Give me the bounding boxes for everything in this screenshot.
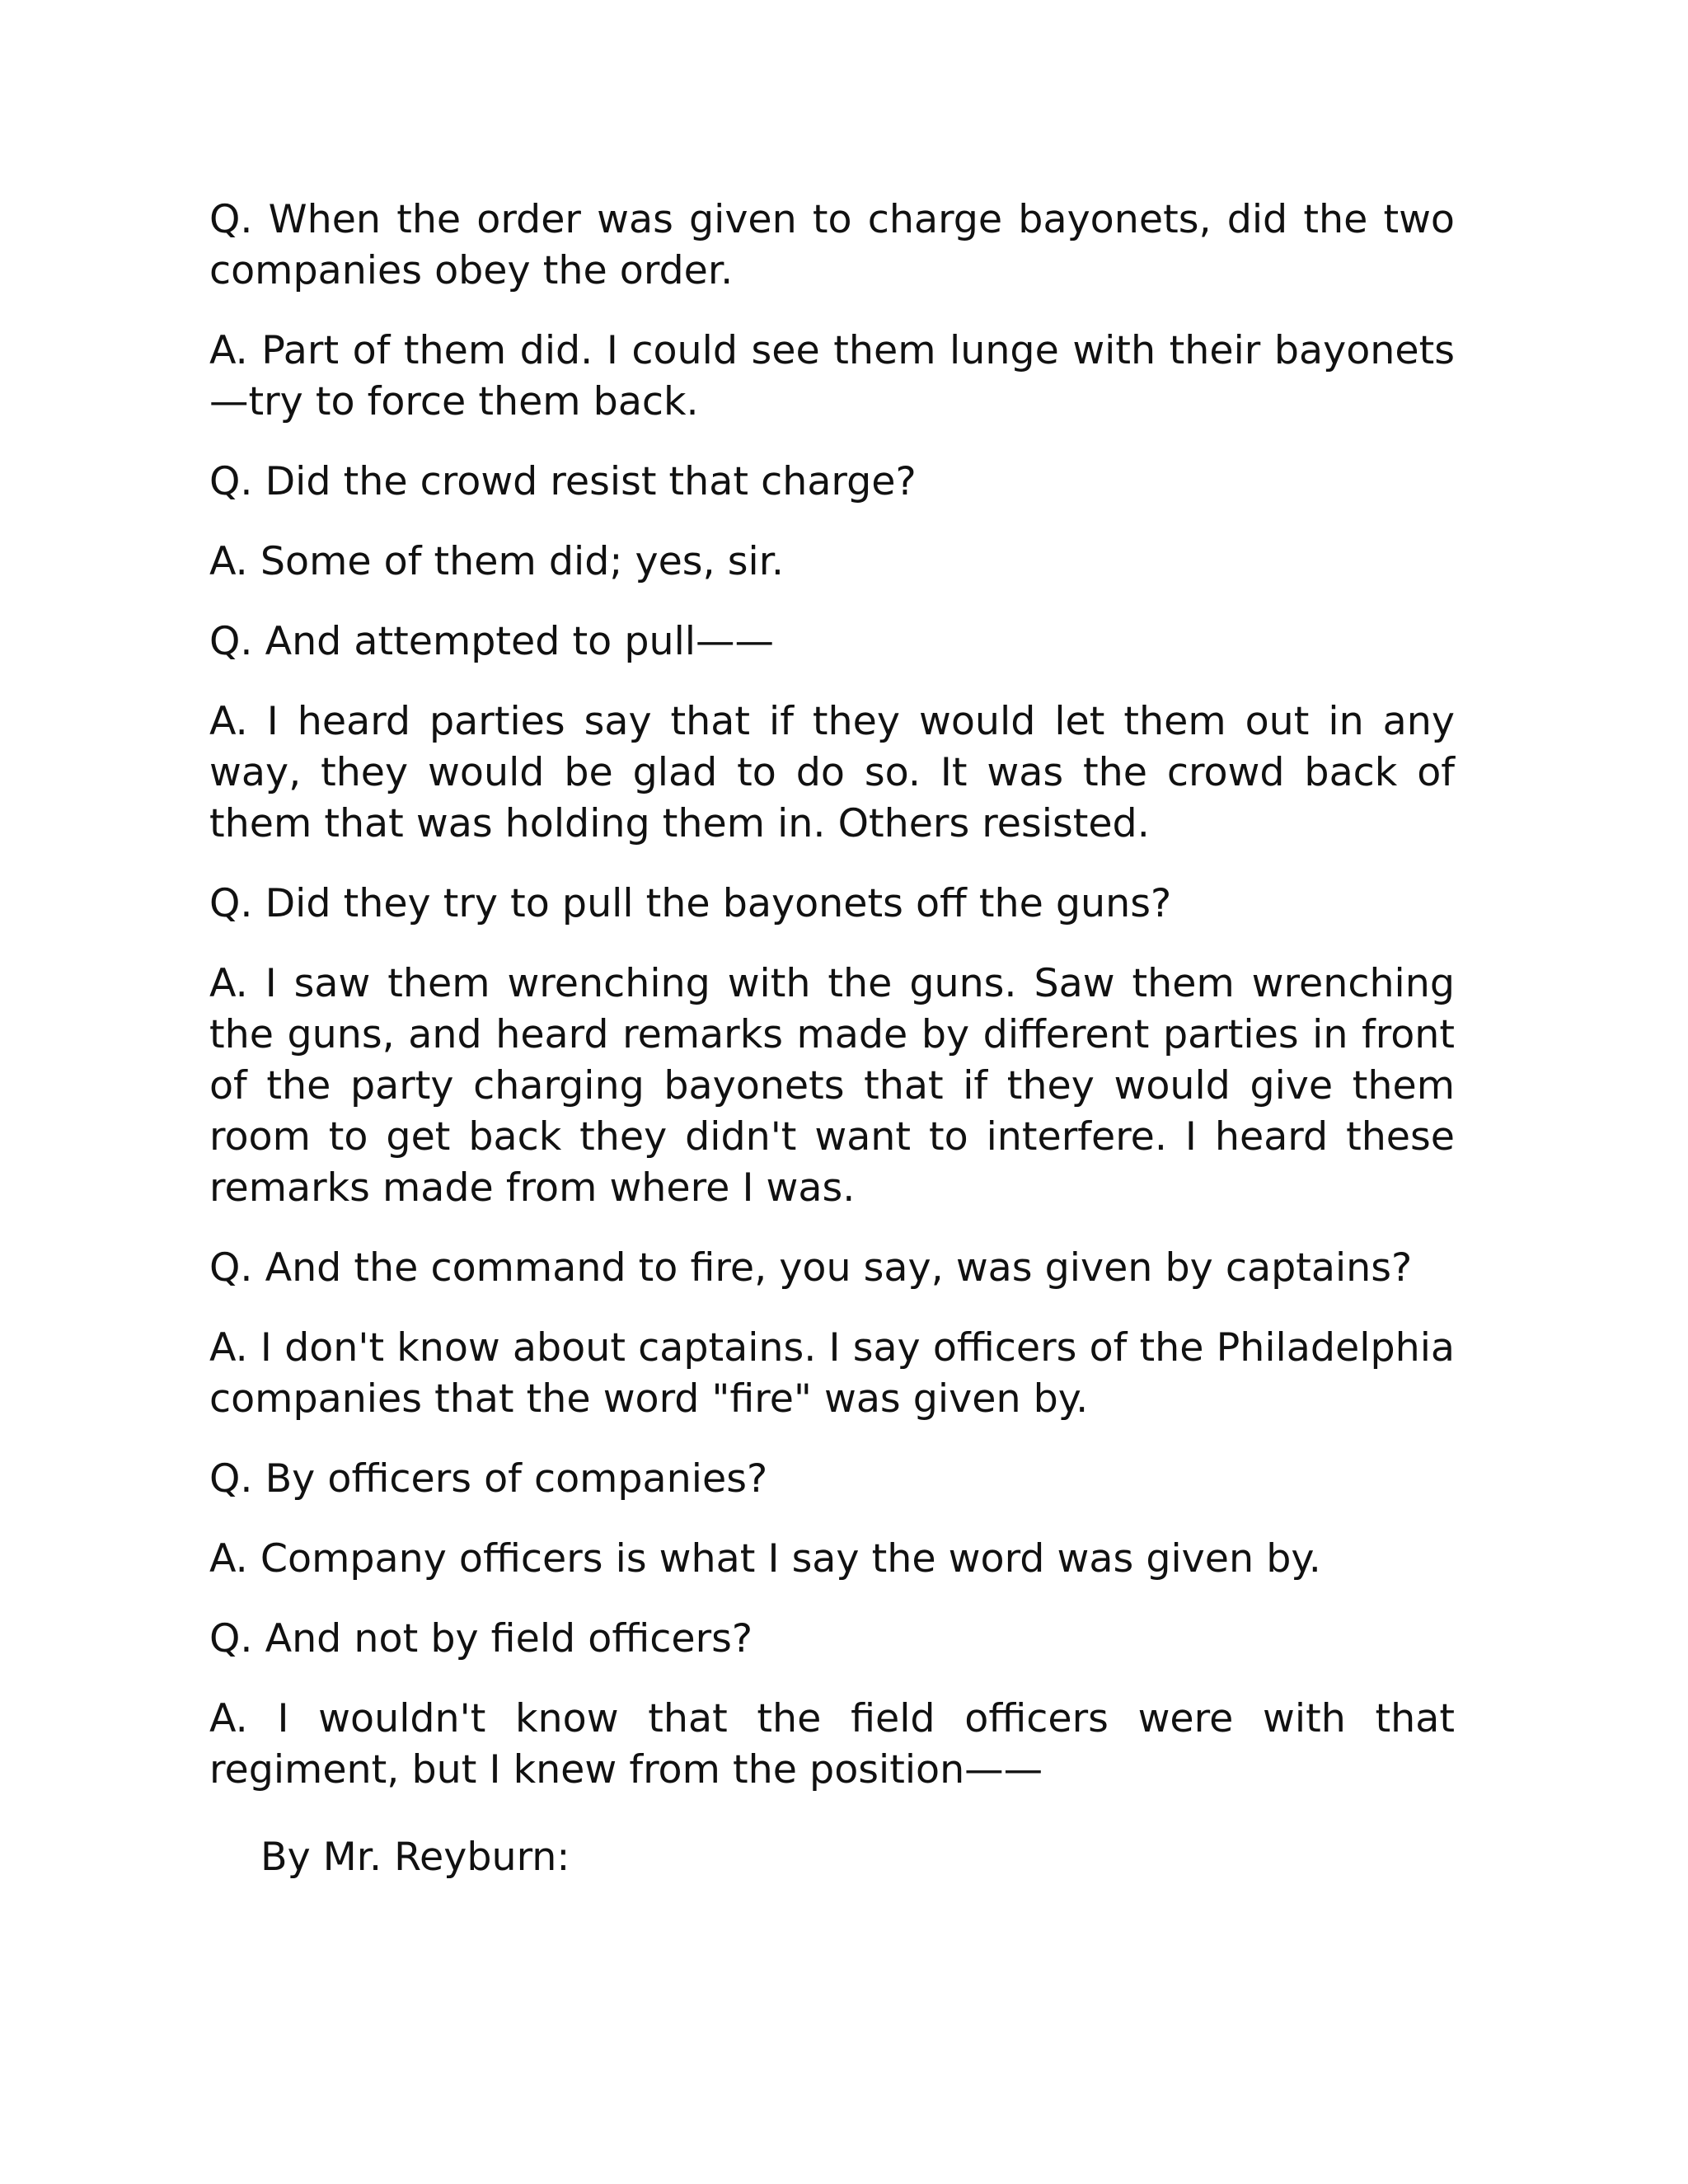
- question-paragraph: Q. And attempted to pull——: [209, 619, 774, 664]
- question-paragraph: Q. And the command to fire, you say, was given by captains?: [209, 1245, 1413, 1291]
- answer-paragraph: A. Part of them did. I could see them lunge with their bayonets—try to force them back.: [209, 328, 1455, 424]
- question-paragraph: Q. And not by field officers?: [209, 1616, 753, 1661]
- question-paragraph: Q. Did the crowd resist that charge?: [209, 459, 917, 504]
- examiner-attribution: By Mr. Reyburn:: [260, 1835, 570, 1880]
- document-page: [209, 194, 1455, 1883]
- answer-paragraph: A. I don't know about captains. I say officers of the Philadelphia companies that the word "fire" was given by.: [209, 1325, 1455, 1422]
- question-paragraph: Q. When the order was given to charge bayonets, did the two companies obey the order.: [209, 197, 1455, 293]
- answer-paragraph: A. I saw them wrenching with the guns. Saw them wrenching the guns, and heard remarks made by different parties in front of the party charging bayonets that if they would give them room to get back they didn't want to interfere. I heard these remarks made from where I was.: [209, 961, 1455, 1211]
- question-paragraph: Q. By officers of companies?: [209, 1456, 768, 1502]
- answer-paragraph: A. Some of them did; yes, sir.: [209, 539, 784, 584]
- answer-paragraph: A. Company officers is what I say the word was given by.: [209, 1536, 1321, 1582]
- question-paragraph: Q. Did they try to pull the bayonets off the guns?: [209, 881, 1172, 926]
- answer-paragraph: A. I heard parties say that if they would let them out in any way, they would be glad to do so. It was the crowd back of them that was holding them in. Others resisted.: [209, 699, 1455, 846]
- answer-paragraph: A. I wouldn't know that the field officers were with that regiment, but I knew from the position——: [209, 1696, 1455, 1793]
